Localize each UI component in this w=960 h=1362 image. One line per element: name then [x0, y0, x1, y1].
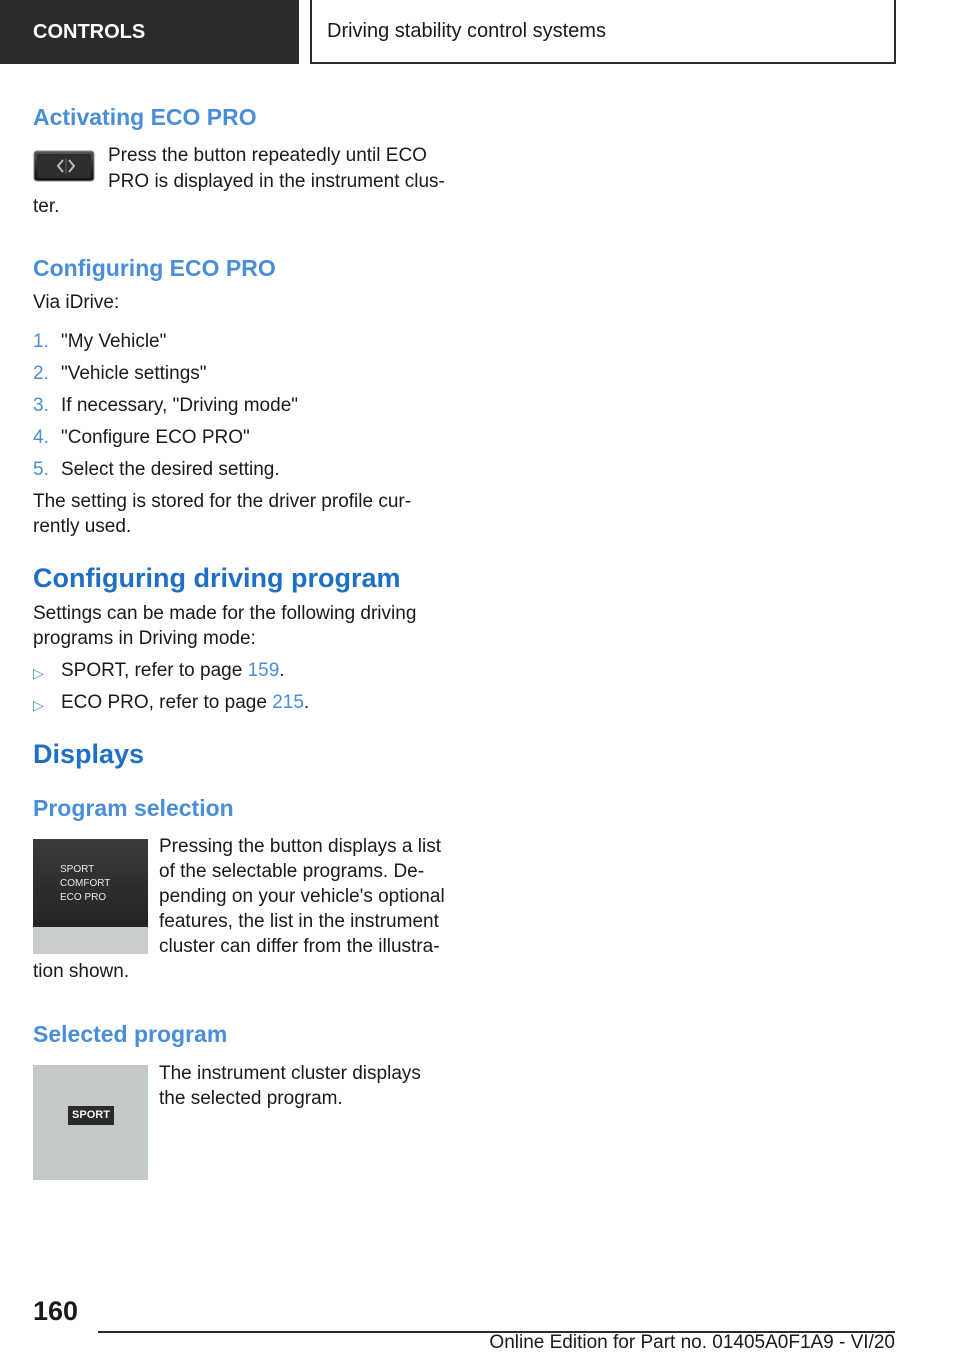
edition-text: Online Edition for Part no. 01405A0F1A9 - VI/20 [489, 1332, 895, 1353]
via-idrive-text: Via iDrive: [33, 292, 120, 313]
selected-text-1: The instrument cluster displays [159, 1063, 421, 1084]
program-menu-item: ECO PRO [60, 892, 107, 903]
heading-displays: Displays [33, 739, 145, 769]
triangle-bullet-icon: ▷ [33, 697, 44, 713]
selection-text-2: of the selectable programs. De- [159, 861, 425, 882]
selected-program-image [33, 1065, 148, 1180]
page-link-159[interactable]: 159 [247, 660, 280, 681]
program-menu-item: COMFORT [60, 878, 111, 889]
activating-text-2: PRO is displayed in the instrument clus- [108, 171, 445, 192]
selection-text-4: features, the list in the instrument [159, 911, 439, 932]
chapter-title: Driving stability control systems [327, 20, 606, 42]
step-text: Select the desired setting. [61, 459, 280, 480]
program-menu-item: SPORT [60, 864, 95, 875]
selection-text-6: tion shown. [33, 961, 130, 982]
step-number: 5. [33, 459, 49, 480]
program-intro-2: programs in Driving mode: [33, 628, 256, 649]
step-number: 1. [33, 331, 49, 352]
page-link-215[interactable]: 215 [272, 692, 304, 713]
heading-configuring-driving-program: Configuring driving program [33, 563, 401, 593]
section-tab [0, 0, 299, 64]
setting-note-1: The setting is stored for the driver profile cur- [33, 491, 412, 512]
step-text: If necessary, "Driving mode" [61, 395, 298, 416]
triangle-bullet-icon: ▷ [33, 665, 44, 681]
selection-text-3: pending on your vehicle's optional [159, 886, 445, 907]
step-text: "My Vehicle" [61, 331, 167, 352]
item-end: . [303, 692, 310, 713]
selected-text-2: the selected program. [159, 1088, 343, 1109]
activating-text-3: ter. [33, 196, 60, 217]
activating-text-1: Press the button repeatedly until ECO [108, 145, 427, 166]
step-number: 3. [33, 395, 49, 416]
heading-activating-eco-pro: Activating ECO PRO [33, 104, 257, 130]
step-text: "Configure ECO PRO" [61, 427, 250, 448]
chapter-tab [310, 0, 896, 64]
item-end: . [279, 660, 285, 681]
image-bottom-strip [33, 927, 148, 954]
heading-selected-program: Selected program [33, 1021, 228, 1047]
step-text: "Vehicle settings" [61, 363, 207, 384]
step-number: 2. [33, 363, 49, 384]
program-intro-1: Settings can be made for the following driving [33, 603, 417, 624]
item-text: ECO PRO, refer to page [61, 692, 273, 713]
heading-configuring-eco-pro: Configuring ECO PRO [33, 255, 276, 281]
selection-text-5: cluster can differ from the illustra- [159, 936, 440, 957]
eco-pro-button-image [33, 150, 95, 182]
heading-program-selection: Program selection [33, 795, 234, 821]
sport-badge: SPORT [68, 1106, 114, 1125]
setting-note-2: rently used. [33, 516, 132, 537]
program-selection-image [33, 839, 148, 954]
selection-text-1: Pressing the button displays a list [159, 836, 441, 857]
item-text: SPORT, refer to page [61, 660, 248, 681]
step-number: 4. [33, 427, 49, 448]
section-title: CONTROLS [33, 21, 146, 43]
page-number: 160 [33, 1296, 79, 1326]
